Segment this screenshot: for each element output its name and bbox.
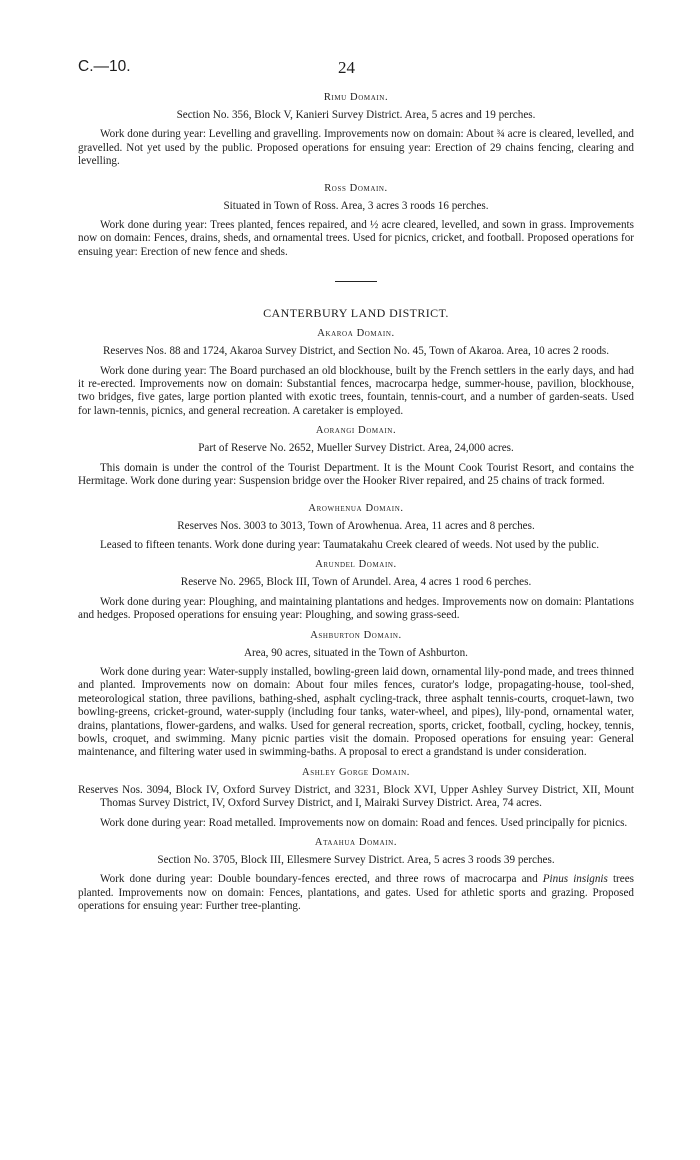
section-divider <box>335 281 377 282</box>
section-body-arundel: Work done during year: Ploughing, and maintaining plantations and hedges. Improvements now on domain: Plantations and hedges. Proposed operations for ensuing year: Ploughing, and sowing grass-seed. <box>78 595 634 622</box>
section-body-ataahua-part1: Work done during year: Double boundary-fences erected, and three rows of macrocarpa and <box>100 873 543 886</box>
section-location-akaroa: Reserves Nos. 88 and 1724, Akaroa Survey District, and Section No. 45, Town of Akaroa. Area, 10 acres 2 roods. <box>102 345 610 358</box>
section-body-aorangi: This domain is under the control of the Tourist Department. It is the Mount Cook Tourist Resort, and contains the Hermitage. Work done during year: Suspension bridge over the Hooker River repaired, and 25 chains of track formed. <box>78 461 634 488</box>
section-heading-arundel: Arundel Domain. <box>315 559 397 571</box>
document-reference: C.—10. <box>78 58 131 75</box>
section-location-rimu: Section No. 356, Block V, Kanieri Survey District. Area, 5 acres and 19 perches. <box>176 109 536 121</box>
section-location-ashley-gorge: Reserves Nos. 3094, Block IV, Oxford Survey District, and 3231, Block XVI, Upper Ashley Survey District, XII, Mount Thomas Survey District, IV, Oxford Survey District, and I, Mairaki Survey District. Area, 74 acres. <box>78 783 634 810</box>
page-number: 24 <box>338 58 355 77</box>
section-body-ashburton: Work done during year: Water-supply installed, bowling-green laid down, ornamental lily-pond made, and trees thinned and planted. Improvements now on domain: About four miles fences, curator's lodge, propagating-house, tool-shed, meteorological station, three pavilions, bathing-shed, asphalt cycling-track, three asphalt tennis-courts, croquet-lawn, two bowling-greens, cricket-ground, water-supply (including four tanks, water-wheel, and pipes), lily-pond, ornamental water, drains, plantations, flower-gardens, and walks. Used for general recreation, sports, cricket, football, cycling, hockey, tennis, bowls, croquet, and swimming. Many picnic parties visit the domain. Proposed operations for ensuing year: General maintenance, and filtering water used in swimming-baths. A proposal to erect a grandstand is under consideration. <box>78 665 634 759</box>
section-location-ataahua: Section No. 3705, Block III, Ellesmere Survey District. Area, 5 acres 3 roods 39 perches. <box>157 854 555 866</box>
section-body-ataahua-species: Pinus insignis <box>542 873 608 886</box>
section-body-ross: Work done during year: Trees planted, fences repaired, and ½ acre cleared, levelled, and sown in grass. Improvements now on domain: Fences, drains, sheds, and ornamental trees. Used for picnics, cricket, and football. Proposed operations for ensuing year: Erection of new fence and sheds. <box>78 219 634 258</box>
section-heading-akaroa: Akaroa Domain. <box>317 328 395 340</box>
section-body-rimu: Work done during year: Levelling and gravelling. Improvements now on domain: About ¾ acre is cleared, levelled, and gravelled. Not yet used by the public. Proposed operations for ensuing year: Erection of 29 chains fencing, clearing and levelling. <box>78 128 634 168</box>
section-heading-ashburton: Ashburton Domain. <box>310 629 402 641</box>
section-heading-arowhenua: Arowhenua Domain. <box>308 502 404 514</box>
district-heading: CANTERBURY LAND DISTRICT. <box>263 306 449 321</box>
section-location-arundel: Reserve No. 2965, Block III, Town of Arundel. Area, 4 acres 1 rood 6 perches. <box>180 576 532 589</box>
document-page <box>78 58 634 914</box>
section-heading-ashley-gorge: Ashley Gorge Domain. <box>302 766 410 778</box>
section-body-arowhenua: Leased to fifteen tenants. Work done during year: Taumatakahu Creek cleared of weeds. Not used by the public. <box>100 538 600 551</box>
page-header <box>78 58 634 84</box>
section-location-ross: Situated in Town of Ross. Area, 3 acres 3 roods 16 perches. <box>223 199 489 212</box>
section-location-ashburton: Area, 90 acres, situated in the Town of Ashburton. <box>244 646 468 659</box>
section-body-ataahua <box>78 873 634 913</box>
section-location-arowhenua: Reserves Nos. 3003 to 3013, Town of Arowhenua. Area, 11 acres and 8 perches. <box>177 519 535 532</box>
section-heading-ataahua: Ataahua Domain. <box>314 837 398 848</box>
section-body-ashley-gorge: Work done during year: Road metalled. Improvements now on domain: Road and fences. Used principally for picnics. <box>100 816 628 829</box>
section-body-akaroa: Work done during year: The Board purchased an old blockhouse, built by the French settlers in the early days, and had it re-erected. Improvements now on domain: Substantial fences, macrocarpa hedge, summer-house, pavilion, blockhouse, two bridges, five gates, large portion planted with exotic trees, fountain, tennis-court, and a number of garden-seats. Used for lawn-tennis, picnics, and general recreation. A caretaker is employed. <box>78 364 634 417</box>
section-location-aorangi: Part of Reserve No. 2652, Mueller Survey District. Area, 24,000 acres. <box>198 442 514 455</box>
section-heading-rimu: Rimu Domain. <box>323 92 389 103</box>
section-heading-ross: Ross Domain. <box>324 182 388 194</box>
section-body-ataahua-part2: trees planted. Improvements now on domain: Fences, plantations, and gates. Used for athletic sports and grazing. Proposed operations for ensuing year: Further tree-planting. <box>78 873 634 913</box>
section-heading-aorangi: Aorangi Domain. <box>315 425 397 437</box>
